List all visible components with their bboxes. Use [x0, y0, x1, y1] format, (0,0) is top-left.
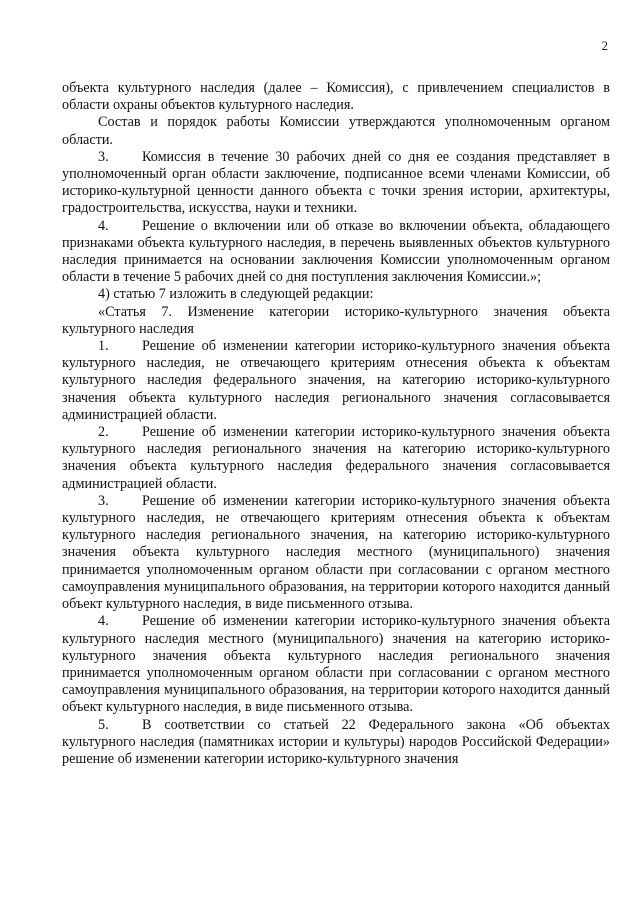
item-number: 5.	[98, 716, 109, 733]
item-text: В соответствии со статьей 22 Федерального закона «Об объектах культурного наследия (памятниках истории и культуры) народов Российской Федерации» решение об изменении категории историко-культурного значения	[62, 716, 610, 767]
item-text: Решение об изменении категории историко-культурного значения объекта культурного наследия регионального значения на категорию историко-культурного значения объекта культурного наследия федерального значения согласовывается администрацией области.	[62, 424, 610, 492]
item-text: Решение об изменении категории историко-культурного значения объекта культурного наследия, не отвечающего критериям отнесения объекта к объектам культурного наследия федерального значения, на категорию историко-культурного значения объекта культурного наследия регионального значения согласовывается администрацией области.	[62, 338, 610, 423]
article-7-item-4	[62, 613, 610, 716]
article-7-item-1	[62, 338, 610, 424]
article-7-item-2	[62, 424, 610, 493]
item-number: 4.	[98, 613, 109, 630]
item-number: 2.	[98, 424, 109, 441]
item-text: Решение об изменении категории историко-культурного значения объекта культурного наследия местного (муниципального) значения на категорию историко-культурного значения объекта культурного наследия регионального значения принимается уполномоченным органом области при согласовании с органом местного самоуправления муниципального образования, на территории которого находится данный объект культурного наследия, в виде письменного отзыва.	[62, 613, 610, 716]
item-number: 1.	[98, 338, 109, 355]
article-7-item-3	[62, 493, 610, 613]
item-text: Решение об изменении категории историко-культурного значения объекта культурного наследия, не отвечающего критериям отнесения объекта к объектам культурного наследия регионального значения, на категорию историко-культурного значения объекта культурного наследия местного (муниципального) значения принимается уполномоченным органом области при согласовании с органом местного самоуправления муниципального образования, на территории которого находится данный объект культурного наследия, в виде письменного отзыва.	[62, 492, 610, 613]
paragraph-amendment-4: 4) статью 7 изложить в следующей редакции:	[98, 286, 374, 303]
article-7-item-5	[62, 717, 610, 769]
document-body	[62, 80, 610, 768]
paragraph-item-4	[62, 218, 610, 287]
article-7-heading: «Статья 7. Изменение категории историко-культурного значения объекта культурного наследия	[62, 303, 610, 337]
item-number: 3.	[98, 492, 109, 509]
paragraph-commission-composition: Состав и порядок работы Комиссии утверждаются уполномоченным органом области.	[62, 114, 610, 148]
item-text: Комиссия в течение 30 рабочих дней со дня ее создания представляет в уполномоченный орган области заключение, подписанное всеми членами Комиссии, об историко-культурной ценности данного объекта с точки зрения истории, архитектуры, градостроительства, искусства, науки и техники.	[62, 148, 610, 217]
item-number: 4.	[98, 217, 109, 234]
item-text: Решение о включении или об отказе во включении объекта, обладающего признаками объекта культурного наследия, в перечень выявленных объектов культурного наследия принимается на основании заключения Комиссии уполномоченным органом области в течение 5 рабочих дней со дня поступления заключения Комиссии.»;	[62, 217, 610, 286]
paragraph-continuation: объекта культурного наследия (далее – Комиссия), с привлечением специалистов в области охраны объектов культурного наследия.	[62, 80, 610, 114]
page-number: 2	[601, 38, 608, 53]
item-number: 3.	[98, 148, 109, 165]
paragraph-item-3	[62, 149, 610, 218]
